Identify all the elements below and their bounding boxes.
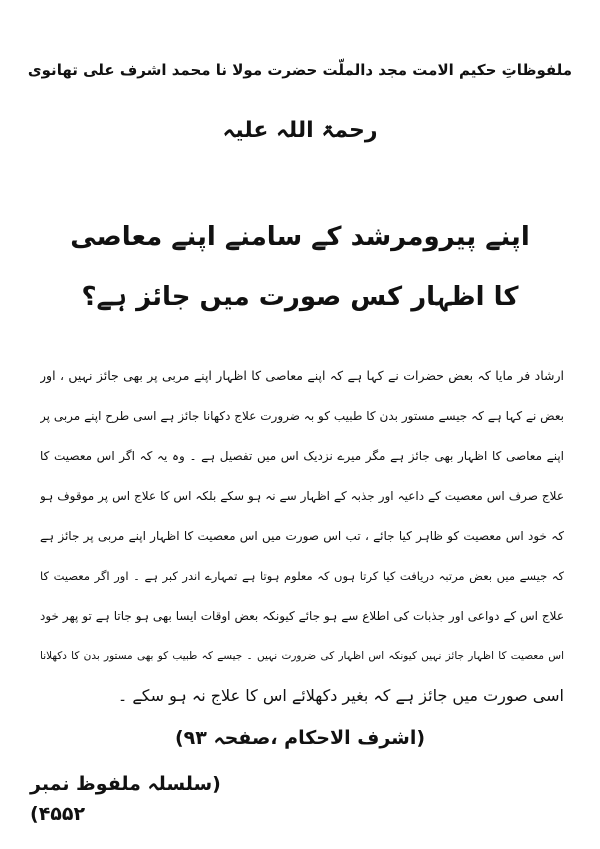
- header-author-line: ملفوظاتِ حکیم الامت مجد دالملّت حضرت مولا نا محمد اشرف علی تھانوی: [27, 61, 573, 79]
- body-paragraph: [40, 366, 564, 726]
- series-number-text: (سلسلہ ملفوظ نمبر ۴۵۵۲): [30, 773, 221, 825]
- header-honorific: رحمۃ اللہ علیہ: [222, 118, 378, 143]
- body-line: اسی صورت میں جائز ہے کہ بغیر دکھلائے اس کا علاج نہ ہو سکے ۔: [117, 686, 564, 705]
- series-number: [30, 769, 280, 829]
- topic-title-line-2: کا اظہار کس صورت میں جائز ہے؟: [81, 282, 519, 312]
- body-line: اس معصیت کا اظہار جائز نہیں کیونکہ اس اظہار کی ضرورت نہیں ۔ جیسے کہ طبیب کو بھی مستور بدن کا دکھلانا: [40, 650, 564, 662]
- source-reference: (اشرف الاحکام ،صفحہ ۹۳): [174, 727, 426, 749]
- topic-title-line-1: اپنے پیرومرشد کے سامنے اپنے معاصی: [70, 222, 530, 252]
- body-line: علاج صرف اس معصیت کے داعیہ اور جذبہ کے اظہار سے نہ ہو سکے بلکہ اس کا علاج اس پر موقوف ہو: [40, 489, 564, 503]
- body-line: ارشاد فر مایا کہ بعض حضرات نے کہا ہے کہ اپنے معاصی کا اظہار اپنے مربی پر بھی جائز نہیں ، اور: [40, 368, 564, 383]
- body-line: بعض نے کہا ہے کہ جیسے مستور بدن کا طبیب کو بہ ضرورت علاج دکھانا جائز ہے اسی طرح اپنے مربی پر: [40, 409, 564, 423]
- body-line: کہ خود اس معصیت کو ظاہر کیا جائے ، تب اس صورت میں اس معصیت کا اظہار اپنے مربی پر جائز ہے: [40, 529, 564, 543]
- body-line: کہ جیسے میں بعض مرتبہ دریافت کیا کرتا ہوں کہ معلوم ہوتا ہے تمہارے اندر کبر ہے ۔ اور اگر معصیت کا: [40, 569, 564, 583]
- body-line: علاج اس کے دواعی اور جذبات کی اطلاع سے ہو جائے کیونکہ بعض اوقات ایسا بھی ہو جاتا ہے تو پھر خود: [40, 609, 564, 623]
- body-line: اپنے معاصی کا اظہار بھی جائز ہے مگر میرے نزدیک اس میں تفصیل ہے ۔ وہ یہ کہ اگر اس معصیت کا: [40, 449, 564, 463]
